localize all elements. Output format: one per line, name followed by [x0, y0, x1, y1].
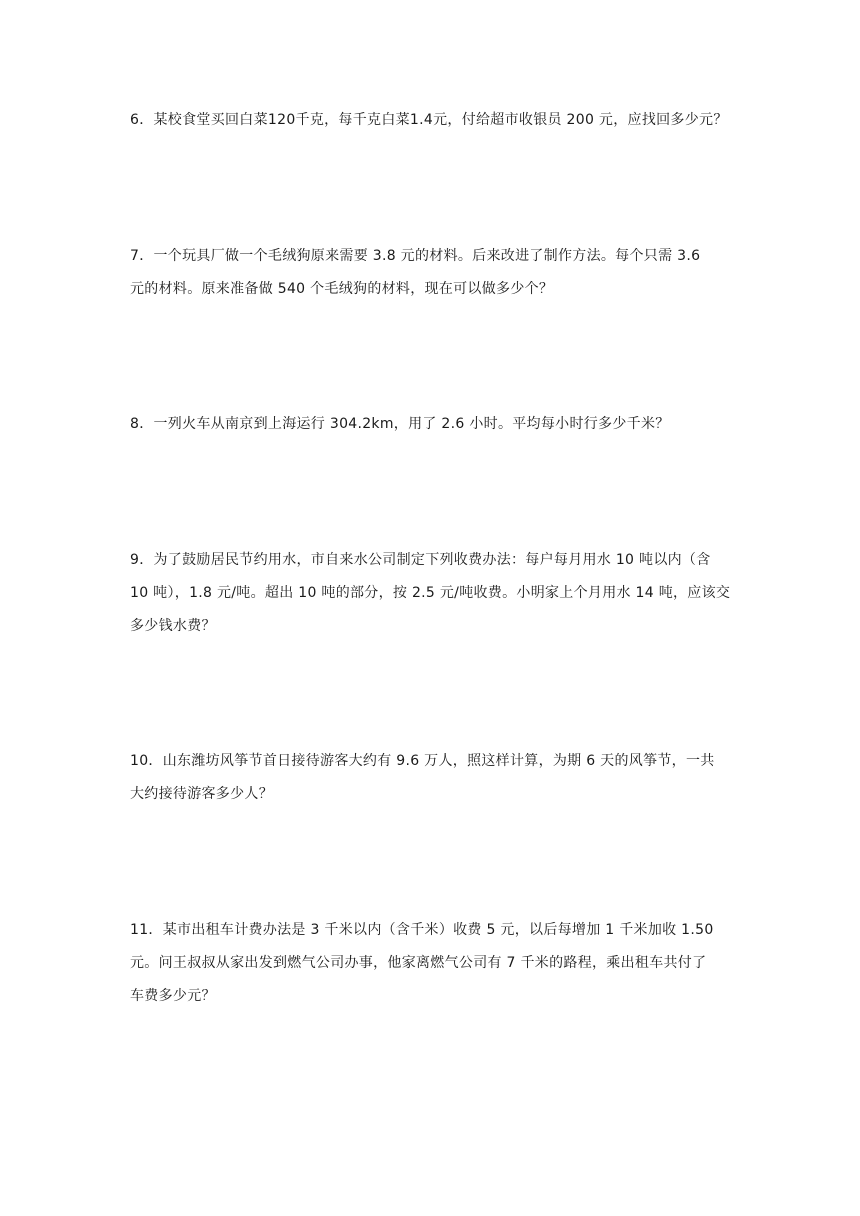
problem-9 — [130, 544, 730, 643]
problem-9-line-1: 9．为了鼓励居民节约用水，市自来水公司制定下列收费办法：每户每月用水 10 吨以内（含 — [130, 552, 711, 568]
problem-9-line-2: 10 吨），1.8 元/吨。超出 10 吨的部分，按 2.5 元/吨收费。小明家上个月用水 14 吨，应该交 — [130, 585, 731, 601]
problem-7-line-2: 元的材料。原来准备做 540 个毛绒狗的材料，现在可以做多少个？ — [130, 281, 554, 297]
problem-11-line-3: 车费多少元？ — [130, 988, 216, 1004]
problem-11-line-1: 11．某市出租车计费办法是 3 千米以内（含千米）收费 5 元，以后每增加 1 千米加收 1.50 — [130, 922, 714, 938]
problem-9-line-3: 多少钱水费？ — [130, 618, 216, 634]
problem-10 — [130, 745, 730, 811]
problem-11-line-2: 元。问王叔叔从家出发到燃气公司办事，他家离燃气公司有 7 千米的路程，乘出租车共付了 — [130, 955, 707, 971]
problem-6 — [130, 104, 730, 137]
problem-7 — [130, 240, 730, 306]
problem-10-line-1: 10．山东潍坊风筝节首日接待游客大约有 9.6 万人，照这样计算，为期 6 天的风筝节，一共 — [130, 753, 715, 769]
problem-8-line-1: 8．一列火车从南京到上海运行 304.2km，用了 2.6 小时。平均每小时行多少千米？ — [130, 416, 670, 432]
problem-6-line-1: 6．某校食堂买回白菜120千克，每千克白菜1.4元，付给超市收银员 200 元，应找回多少元？ — [130, 112, 728, 128]
problem-8 — [130, 408, 730, 441]
problem-11 — [130, 914, 730, 1013]
problem-7-line-1: 7．一个玩具厂做一个毛绒狗原来需要 3.8 元的材料。后来改进了制作方法。每个只需 3.6 — [130, 248, 701, 264]
problem-10-line-2: 大约接待游客多少人？ — [130, 786, 273, 802]
